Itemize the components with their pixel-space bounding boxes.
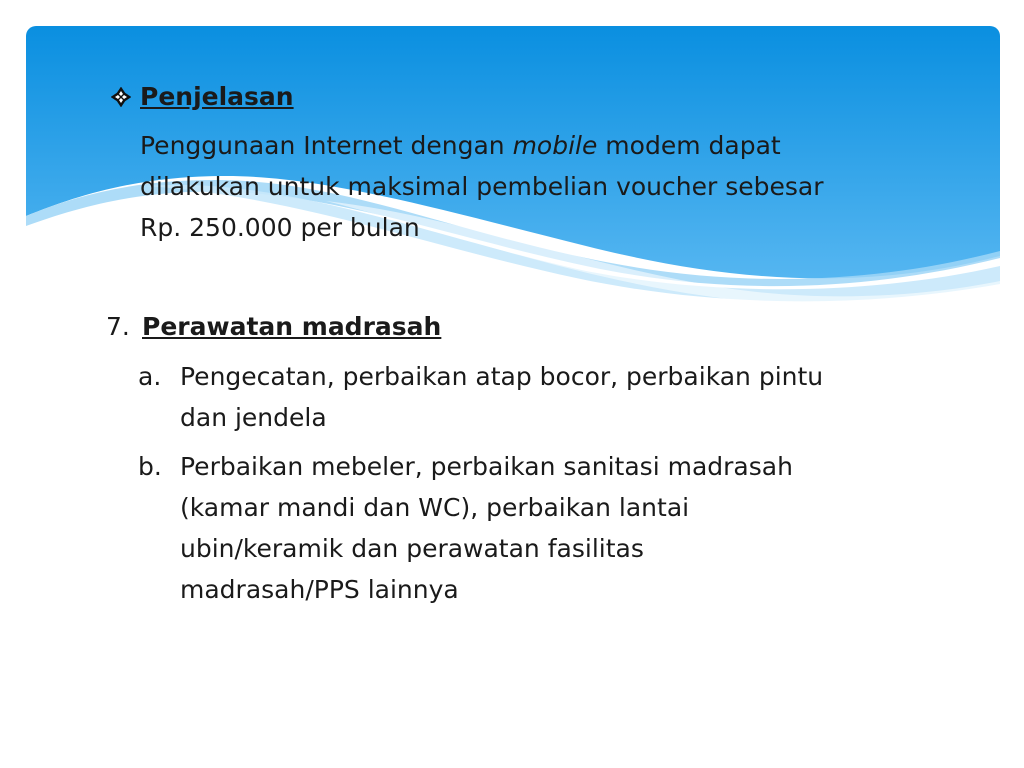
section1-paragraph-line2: dilakukan untuk maksimal pembelian voucher sebesar: [140, 172, 824, 201]
list-item-b-line: (kamar mandi dan WC), perbaikan lantai: [180, 493, 690, 522]
list-item-a-line: dan jendela: [180, 403, 327, 432]
list-item-a-marker: a.: [138, 362, 162, 391]
section1-paragraph-line3: Rp. 250.000 per bulan: [140, 213, 420, 242]
list-item-b-line: madrasah/PPS lainnya: [180, 575, 459, 604]
section1-heading: Penjelasan: [140, 82, 294, 111]
section2-heading: Perawatan madrasah: [142, 312, 442, 341]
list-item-a-line: Pengecatan, perbaikan atap bocor, perbaikan pintu: [180, 362, 824, 391]
paragraph-emphasis: mobile: [512, 131, 598, 160]
list-item-b-line: Perbaikan mebeler, perbaikan sanitasi madrasah: [180, 452, 793, 481]
diamond-bullet-icon: [110, 86, 132, 108]
list-item-b-line: ubin/keramik dan perawatan fasilitas: [180, 534, 644, 563]
paragraph-text: Penggunaan Internet dengan: [140, 131, 513, 160]
paragraph-text: modem dapat: [597, 131, 781, 160]
section1-paragraph-line1: [140, 125, 781, 166]
section2-number: 7.: [106, 312, 130, 341]
list-item-b-marker: b.: [138, 452, 162, 481]
